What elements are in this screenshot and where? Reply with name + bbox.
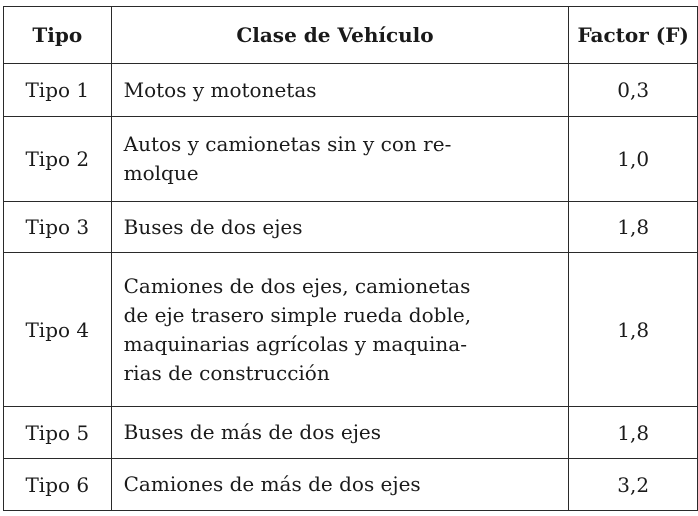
clase-line: Buses de más de dos ejes — [123, 420, 382, 444]
factor-cell: 1,0 — [569, 117, 698, 202]
factor-cell: 3,2 — [569, 459, 698, 511]
table-row — [4, 253, 698, 407]
clase-line: rias de construcción — [123, 360, 330, 385]
tipo-cell: Tipo 4 — [4, 253, 112, 407]
factor-cell: 1,8 — [569, 407, 698, 459]
table-row — [4, 459, 698, 511]
tipo-cell: Tipo 6 — [4, 459, 112, 511]
tipo-cell: Tipo 2 — [4, 117, 112, 202]
factor-cell: 0,3 — [569, 64, 698, 117]
clase-line: Autos y camionetas sin y con re- — [123, 132, 452, 156]
factor-cell: 1,8 — [569, 253, 698, 407]
clase-line: maquinarias agrícolas y maquina- — [123, 331, 467, 356]
header-tipo: Tipo — [4, 7, 112, 64]
table-header-row — [4, 7, 698, 64]
clase-cell — [111, 202, 569, 253]
table-row — [4, 407, 698, 459]
clase-line: Camiones de más de dos ejes — [123, 472, 421, 496]
table-row — [4, 202, 698, 253]
clase-cell — [111, 407, 569, 459]
table-row — [4, 64, 698, 117]
clase-line: Motos y motonetas — [123, 77, 317, 102]
clase-cell — [111, 253, 569, 407]
vehicle-factor-table-container — [3, 6, 698, 511]
header-clase-vehiculo: Clase de Vehículo — [111, 7, 569, 64]
clase-line: Buses de dos ejes — [123, 214, 303, 239]
clase-cell — [111, 64, 569, 117]
vehicle-factor-table — [3, 6, 698, 511]
clase-cell — [111, 459, 569, 511]
factor-cell: 1,8 — [569, 202, 698, 253]
tipo-cell: Tipo 3 — [4, 202, 112, 253]
tipo-cell: Tipo 5 — [4, 407, 112, 459]
tipo-cell: Tipo 1 — [4, 64, 112, 117]
clase-line: molque — [123, 161, 199, 185]
clase-cell — [111, 117, 569, 202]
clase-line: Camiones de dos ejes, camionetas — [123, 273, 471, 298]
header-factor: Factor (F) — [569, 7, 698, 64]
table-row — [4, 117, 698, 202]
clase-line: de eje trasero simple rueda doble, — [123, 302, 472, 327]
